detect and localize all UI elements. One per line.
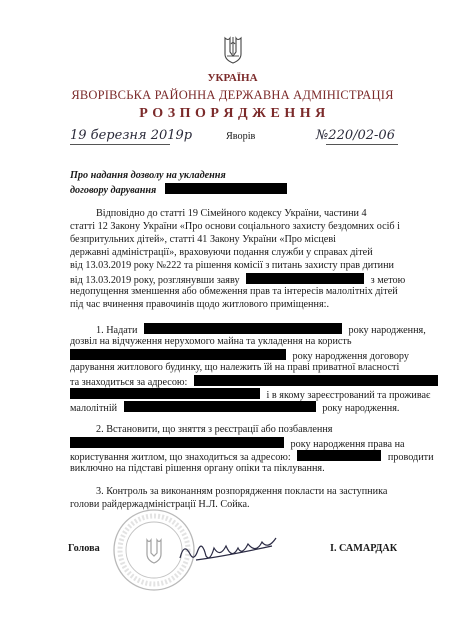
body-line: від 13.03.2019 року, розглянувши заяву <box>70 275 240 286</box>
body-line: 2. Встановити, що зняття з реєстрації або позбавлення <box>96 424 333 435</box>
document-date: 19 березня 2019р <box>70 128 193 143</box>
body-line-row <box>70 375 438 388</box>
body-line: року народження. <box>322 403 400 414</box>
subject-line-2-row <box>70 183 287 196</box>
body-line: з метою <box>370 275 406 286</box>
body-line: дарування житлового будинку, що належить їй на праві приватної власності <box>70 362 400 373</box>
body-line: користування житлом, що знаходиться за адресою: <box>70 452 291 463</box>
body-line-row <box>70 437 405 450</box>
body-line: 1. Надати <box>96 325 138 336</box>
document-type: Р О З П О Р Я Д Ж Е Н Н Я <box>139 106 326 121</box>
document-number: №220/02-06 <box>316 128 395 143</box>
body-line: та знаходиться за адресою: <box>70 377 188 388</box>
body-line-row <box>96 323 426 336</box>
body-line: статті 12 Закону України «Про основи соціального захисту бездомних осіб і <box>70 221 400 232</box>
body-line-row <box>70 349 409 362</box>
redaction <box>124 401 316 412</box>
authority-title: ЯВОРІВСЬКА РАЙОННА ДЕРЖАВНА АДМІНІСТРАЦІЯ <box>71 88 394 102</box>
body-line: дозвіл на відчуження нерухомого майна та укладення на користь <box>70 336 352 347</box>
body-line: року народження, <box>348 325 426 336</box>
redaction <box>70 437 284 448</box>
number-underline <box>326 144 398 145</box>
body-line: і в якому зареєстрований та проживає <box>266 390 431 401</box>
body-line: Відповідно до статті 19 Сімейного кодексу України, частини 4 <box>96 208 367 219</box>
redaction <box>246 273 364 284</box>
document-place: Яворів <box>226 131 256 142</box>
body-line-row <box>70 273 405 286</box>
redaction <box>297 450 381 461</box>
body-line-row <box>70 450 434 463</box>
body-line: безпритульних дітей», статті 41 Закону України «Про місцеві <box>70 234 336 245</box>
body-line: державні адміністрації», враховуючи подання служби у справах дітей <box>70 247 373 258</box>
body-line: проводити <box>387 452 434 463</box>
handwritten-signature-icon <box>176 532 286 566</box>
body-line: року народження договору <box>292 351 409 362</box>
trident-emblem-icon <box>224 36 242 64</box>
body-line: виключно на підставі рішення органу опіки та піклування. <box>70 463 325 474</box>
redaction <box>70 388 260 399</box>
redaction <box>70 349 286 360</box>
body-line: недопущення зменшення або обмеження прав та інтересів малолітніх дітей <box>70 286 398 297</box>
body-line-row <box>70 401 399 414</box>
body-line: під час вчинення правочинів щодо житлового приміщення:. <box>70 299 330 310</box>
body-line: голови райдержадміністрації Н.Л. Сойка. <box>70 499 250 510</box>
redaction <box>165 183 287 194</box>
body-line: 3. Контроль за виконанням розпорядження покласти на заступника <box>96 486 388 497</box>
body-line: року народження права на <box>290 439 405 450</box>
body-line-row <box>70 388 430 401</box>
signatory-name: І. САМАРДАК <box>330 543 398 554</box>
subject-line-1: Про надання дозволу на укладення <box>70 170 226 181</box>
body-line: малолітній <box>70 403 118 414</box>
country-title: УКРАЇНА <box>207 72 258 84</box>
subject-line-2: договору дарування <box>70 185 157 196</box>
redaction <box>194 375 438 386</box>
body-line: від 13.03.2019 року №222 та рішення комісії з питань захисту прав дитини <box>70 260 395 271</box>
signatory-title: Голова <box>68 543 100 554</box>
date-underline <box>70 144 170 145</box>
redaction <box>144 323 342 334</box>
